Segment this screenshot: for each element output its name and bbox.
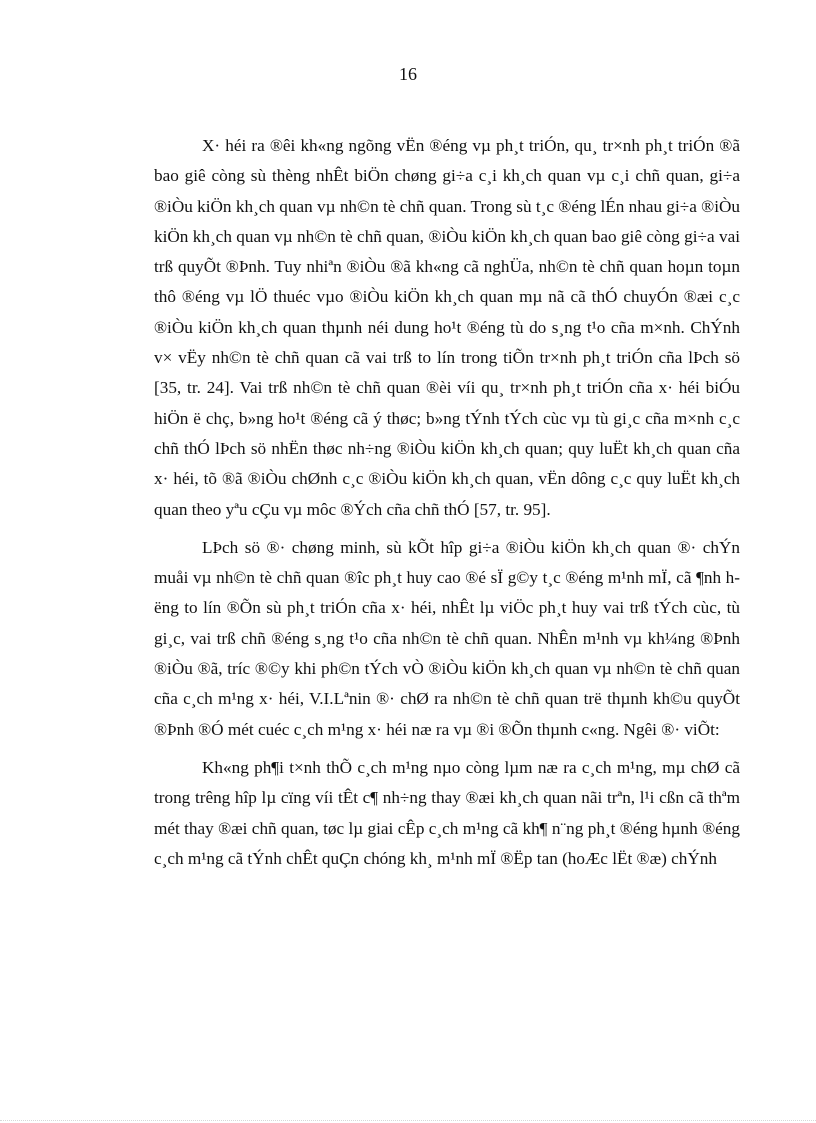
body-text bbox=[154, 131, 740, 874]
paragraph: LÞch sö ®· chøng minh, sù kÕt hîp gi÷a ®iÒu kiÖn kh¸ch quan ®· chÝn muåi vµ nh©n tè chñ quan ®îc ph¸t huy cao ®é sÏ g©y t¸c ®éng m¹nh mÏ, cã ¶nh hëng to lín ®Õn sù ph¸t triÓn cña x· héi, nhÊt lµ viÖc ph¸t huy vai trß tÝch cùc, tù gi¸c, vai trß chñ ®éng s¸ng t¹o cña nh©n tè chñ quan. NhÊn m¹nh vµ kh¼ng ®Þnh ®iÒu ®ã, tríc ®©y khi ph©n tÝch vÒ ®iÒu kiÖn kh¸ch quan vµ nh©n tè chñ quan cña c¸ch m¹ng x· héi, V.I.Lªnin ®· chØ ra nh©n tè chñ quan trë thµnh kh©u quyÕt ®Þnh ®Ó mét cuéc c¸ch m¹ng x· héi næ ra vµ ®i ®Õn thµnh c«ng. Ngêi ®· viÕt: bbox=[154, 537, 740, 739]
paragraph: X· héi ra ®êi kh«ng ngõng vËn ®éng vµ ph¸t triÓn, qu¸ tr×nh ph¸t triÓn ®ã bao giê còng sù thèng nhÊt biÖn chøng gi÷a c¸i kh¸ch quan vµ c¸i chñ quan, gi÷a ®iÒu kiÖn kh¸ch quan vµ nh©n tè chñ quan. Trong sù t¸c ®éng lÉn nhau gi÷a ®iÒu kiÖn kh¸ch quan vµ nh©n tè chñ quan, ®iÒu kiÖn kh¸ch quan bao giê còng gi÷a vai trß quyÕt ®Þnh. Tuy nhiªn ®iÒu ®ã kh«ng cã nghÜa, nh©n tè chñ quan hoµn toµn thô ®éng vµ lÖ thuéc vµo ®iÒu kiÖn kh¸ch quan mµ nã cã thÓ chuyÓn ®æi c¸c ®iÒu kiÖn kh¸ch quan thµnh néi dung ho¹t ®éng tù do s¸ng t¹o cña m×nh. ChÝnh v× vËy nh©n tè chñ quan cã vai trß to lín trong tiÕn tr×nh ph¸t triÓn cña lÞch sö [35, tr. 24]. Vai trß nh©n tè chñ quan ®èi víi qu¸ tr×nh ph¸t triÓn cña x· héi biÓu hiÖn ë chç, b»ng ho¹t ®éng cã ý thøc; b»ng tÝnh tÝch cùc vµ tù gi¸c cña m×nh c¸c chñ thÓ lÞch sö nhËn thøc nh÷ng ®iÒu kiÖn kh¸ch quan; quy luËt kh¸ch quan cña x· héi, tõ ®ã ®iÒu chØnh c¸c ®iÒu kiÖn kh¸ch quan, vËn dông c¸c quy luËt kh¸ch quan theo yªu cÇu vµ môc ®Ých cña chñ thÓ [57, tr. 95]. bbox=[154, 136, 740, 519]
block-quote: Kh«ng ph¶i t×nh thÕ c¸ch m¹ng nµo còng lµm næ ra c¸ch m¹ng, mµ chØ cã trong trêng hîp lµ cïng víi tÊt c¶ nh÷ng thay ®æi kh¸ch quan nãi trªn, l¹i cßn cã thªm mét thay ®æi chñ quan, tøc lµ giai cÊp c¸ch m¹ng cã kh¶ n¨ng ph¸t ®éng hµnh ®éng c¸ch m¹ng cã tÝnh chÊt quÇn chóng kh¸ m¹nh mÏ ®Ëp tan (hoÆc lËt ®æ) chÝnh bbox=[154, 757, 740, 868]
page-bottom-edge bbox=[0, 1120, 816, 1121]
page-number: 16 bbox=[399, 64, 417, 84]
